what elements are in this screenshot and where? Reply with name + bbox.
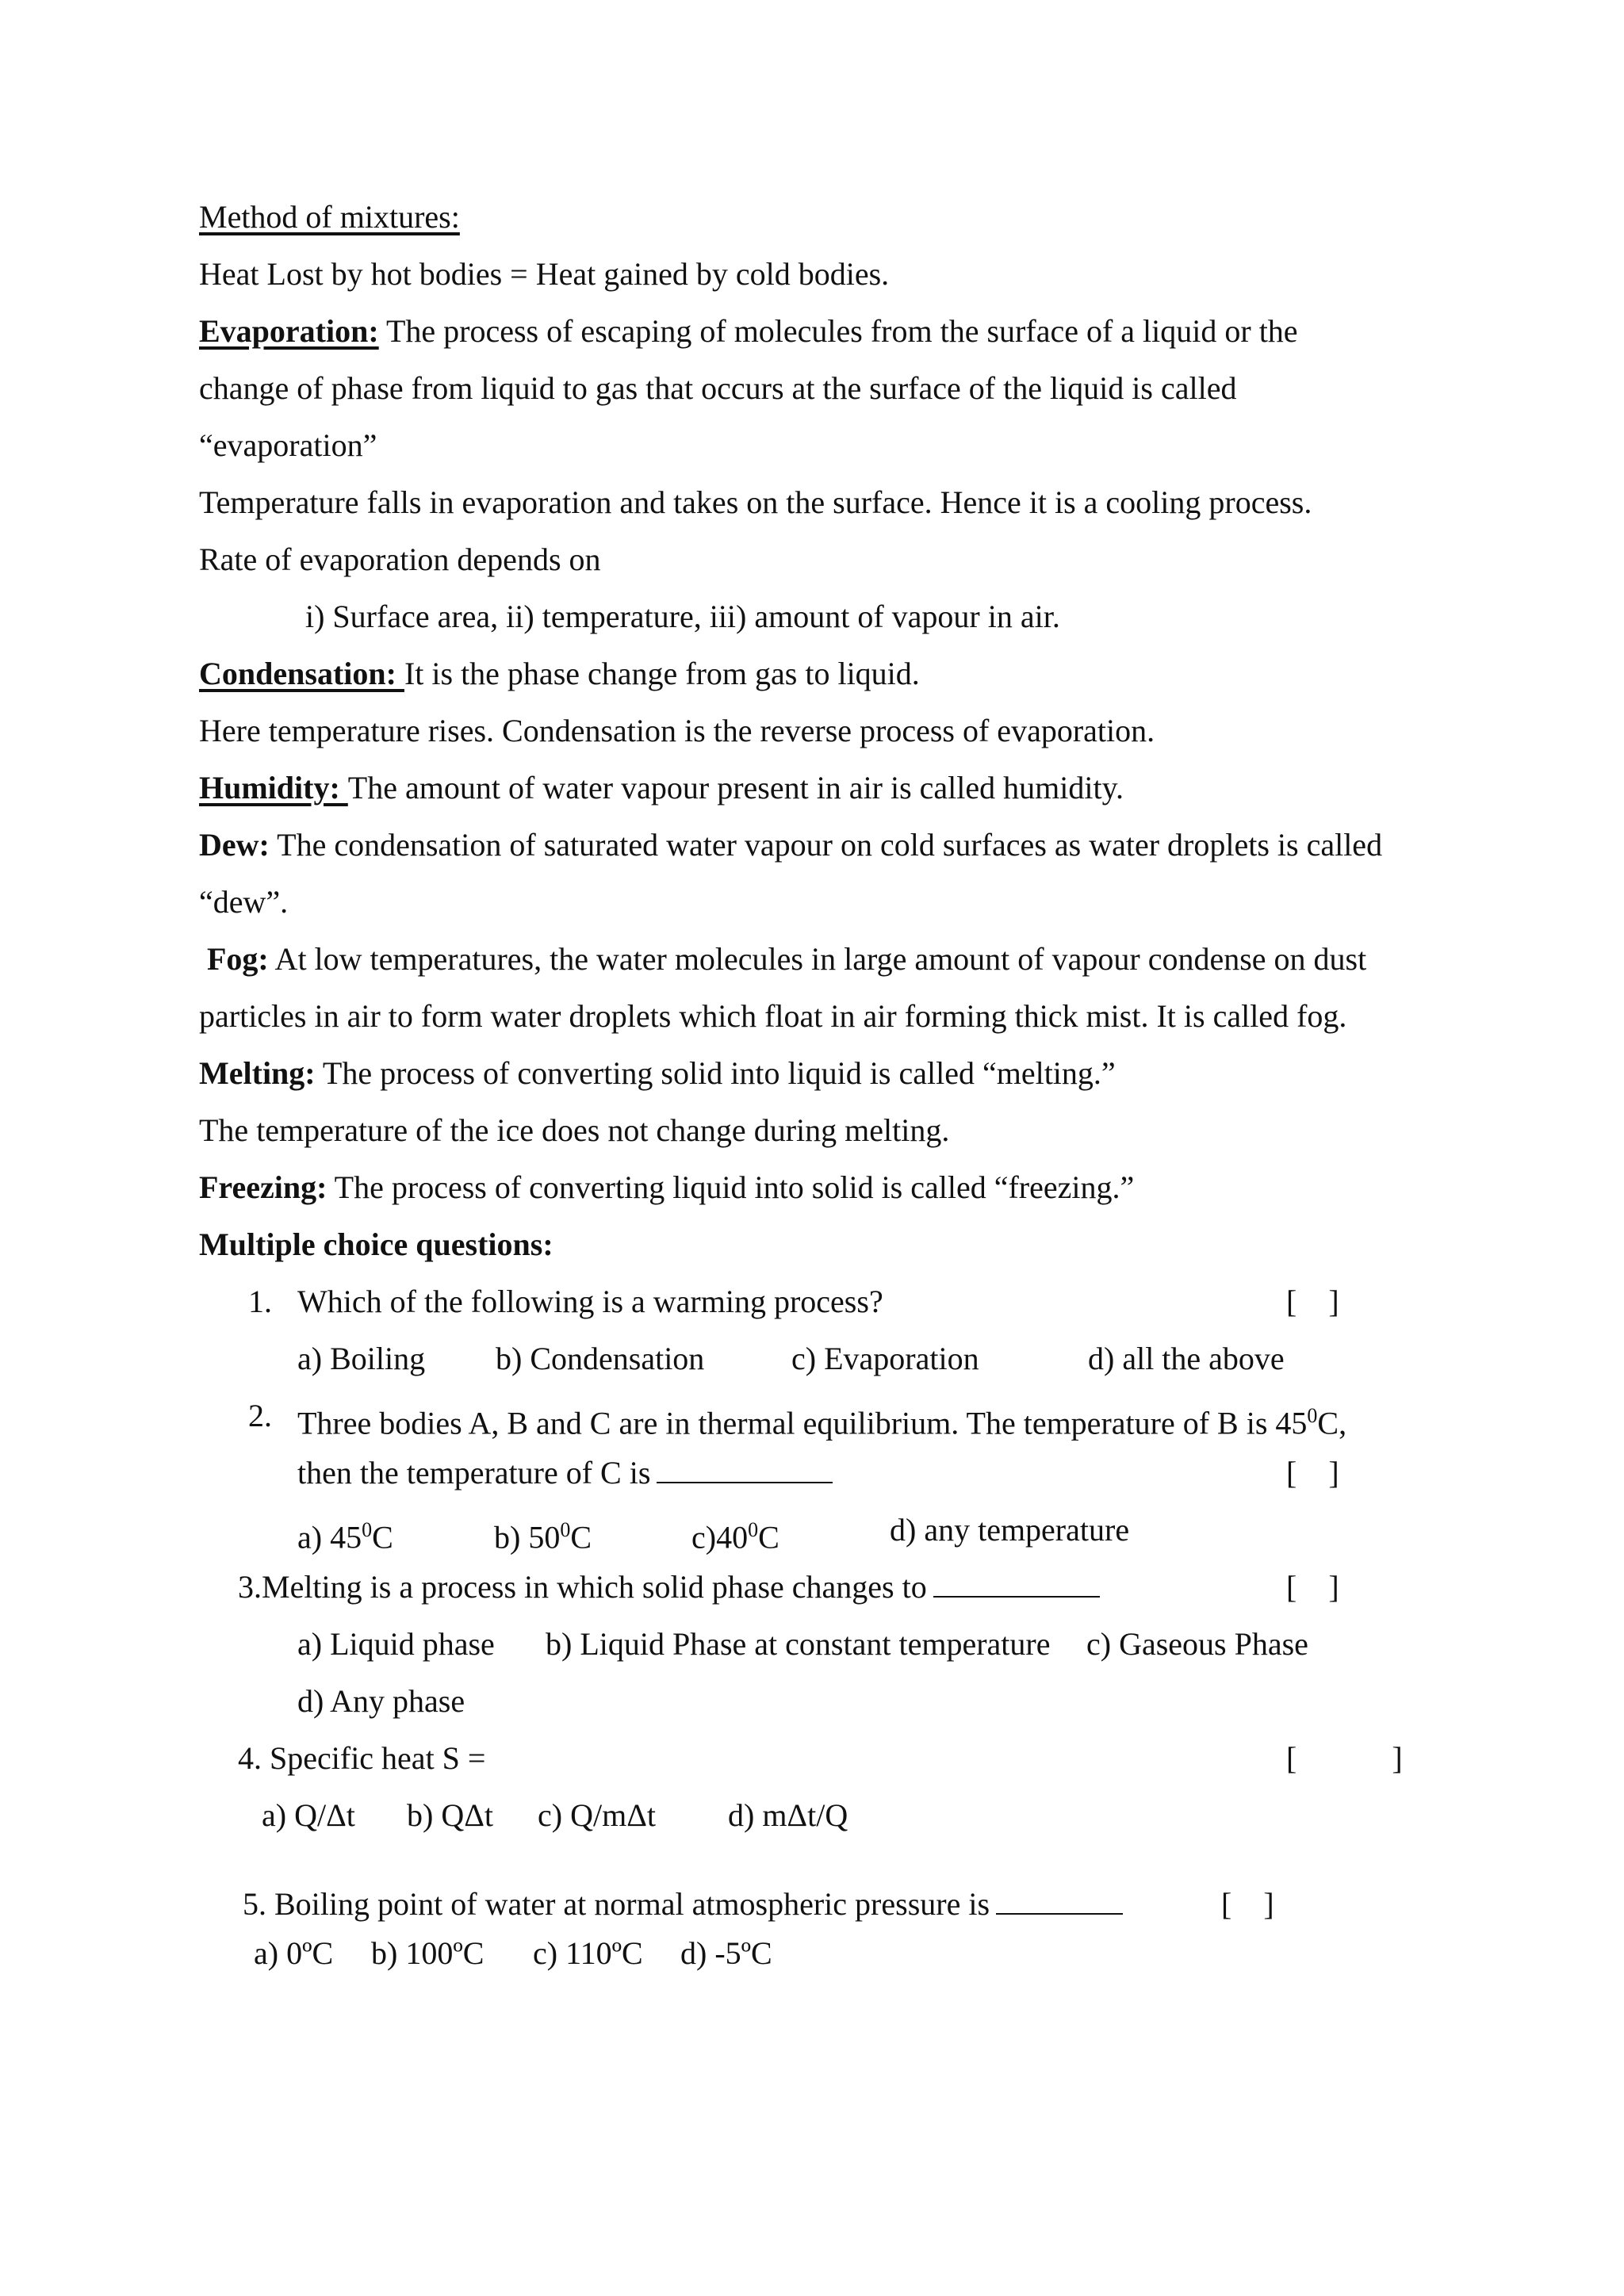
evaporation-rate-factors: i) Surface area, ii) temperature, iii) amount of vapour in air. xyxy=(305,599,1060,634)
dew-definition: Dew: The condensation of saturated water vapour on cold surfaces as water droplets is called xyxy=(199,827,1383,863)
q2-answer-blank[interactable] xyxy=(657,1455,833,1483)
q2-option-a: a) $45^0C$ xyxy=(297,1518,393,1556)
evaporation-term: Evaporation: xyxy=(199,313,379,349)
q5-option-b: b) 100ºC xyxy=(371,1935,485,1971)
fog-term: Fog: xyxy=(207,941,269,977)
dew-term: Dew: xyxy=(199,827,270,863)
q4-text: 4. Specific heat S = xyxy=(238,1740,486,1776)
evaporation-definition-line2: change of phase from liquid to gas that occurs at the surface of the liquid is called xyxy=(199,370,1237,406)
q2-text-line1: Three bodies A, B and C are in thermal equilibrium. The temperature of B is $45^0C$, xyxy=(297,1404,1347,1441)
melting-definition: Melting: The process of converting solid into liquid is called “melting.” xyxy=(199,1055,1116,1091)
q3-option-b: b) Liquid Phase at constant temperature xyxy=(546,1626,1051,1662)
q3-option-c: c) Gaseous Phase xyxy=(1086,1626,1308,1662)
q2-answer-bracket[interactable]: [ ] xyxy=(1286,1455,1339,1490)
condensation-term: Condensation: xyxy=(199,656,404,691)
q5-option-a: a) 0ºC xyxy=(254,1935,334,1971)
q4-option-d: d) mΔt/Q xyxy=(728,1797,848,1833)
mcq-heading: Multiple choice questions: xyxy=(199,1226,553,1262)
q1-text: Which of the following is a warming process? xyxy=(297,1284,883,1319)
q3-answer-bracket[interactable]: [ ] xyxy=(1286,1569,1339,1605)
q1-number: 1. xyxy=(248,1284,272,1319)
q1-option-d: d) all the above xyxy=(1088,1341,1285,1376)
evaporation-temperature-note: Temperature falls in evaporation and takes on the surface. Hence it is a cooling process. xyxy=(199,484,1312,520)
q2-option-c: $c)40^0C$ xyxy=(691,1518,779,1556)
evaporation-rate-intro: Rate of evaporation depends on xyxy=(199,541,601,577)
q4-option-b: b) QΔt xyxy=(407,1797,494,1833)
q2-option-d: d) any temperature xyxy=(890,1512,1130,1548)
evaporation-definition: Evaporation: The process of escaping of molecules from the surface of a liquid or the xyxy=(199,313,1298,349)
q2-number: 2. xyxy=(248,1398,272,1433)
q5-option-d: d) -5ºC xyxy=(680,1935,772,1971)
condensation-note: Here temperature rises. Condensation is the reverse process of evaporation. xyxy=(199,713,1155,748)
method-of-mixtures-heading: Method of mixtures: xyxy=(199,199,460,235)
dew-definition-line2: “dew”. xyxy=(199,884,289,920)
q2-text-line2: then the temperature of C is xyxy=(297,1454,833,1492)
q5-option-c: c) 110ºC xyxy=(533,1935,643,1971)
humidity-definition: Humidity: The amount of water vapour present in air is called humidity. xyxy=(199,770,1124,806)
q5-answer-blank[interactable] xyxy=(996,1886,1123,1915)
melting-term: Melting: xyxy=(199,1055,316,1091)
q2-option-b: b) $50^0C$ xyxy=(494,1518,592,1556)
condensation-definition: Condensation: It is the phase change from gas to liquid. xyxy=(199,656,920,691)
q1-option-b: b) Condensation xyxy=(496,1341,705,1376)
q4-option-a: a) Q/Δt xyxy=(262,1797,355,1833)
q3-option-a: a) Liquid phase xyxy=(297,1626,495,1662)
q3-option-d: d) Any phase xyxy=(297,1683,465,1719)
q1-answer-bracket[interactable]: [ ] xyxy=(1286,1284,1339,1319)
freezing-definition: Freezing: The process of converting liquid into solid is called “freezing.” xyxy=(199,1169,1135,1205)
freezing-term: Freezing: xyxy=(199,1169,327,1205)
q5-text: 5. Boiling point of water at normal atmospheric pressure is xyxy=(243,1885,1123,1923)
q4-answer-bracket[interactable]: [ ] xyxy=(1286,1740,1403,1776)
q4-option-c: c) Q/mΔt xyxy=(538,1797,657,1833)
method-of-mixtures-text: Heat Lost by hot bodies = Heat gained by cold bodies. xyxy=(199,256,890,292)
fog-definition: Fog: At low temperatures, the water molecules in large amount of vapour condense on dust xyxy=(207,941,1367,977)
q1-option-c: c) Evaporation xyxy=(791,1341,979,1376)
q3-text: 3.Melting is a process in which solid phase changes to xyxy=(238,1568,1100,1606)
melting-note: The temperature of the ice does not change during melting. xyxy=(199,1112,950,1148)
q1-option-a: a) Boiling xyxy=(297,1341,426,1376)
humidity-term: Humidity: xyxy=(199,770,348,806)
fog-definition-line2: particles in air to form water droplets which float in air forming thick mist. It is called fog. xyxy=(199,998,1347,1034)
evaporation-definition-line3: “evaporation” xyxy=(199,427,377,463)
q5-answer-bracket[interactable]: [ ] xyxy=(1221,1886,1274,1922)
q3-answer-blank[interactable] xyxy=(933,1569,1100,1598)
